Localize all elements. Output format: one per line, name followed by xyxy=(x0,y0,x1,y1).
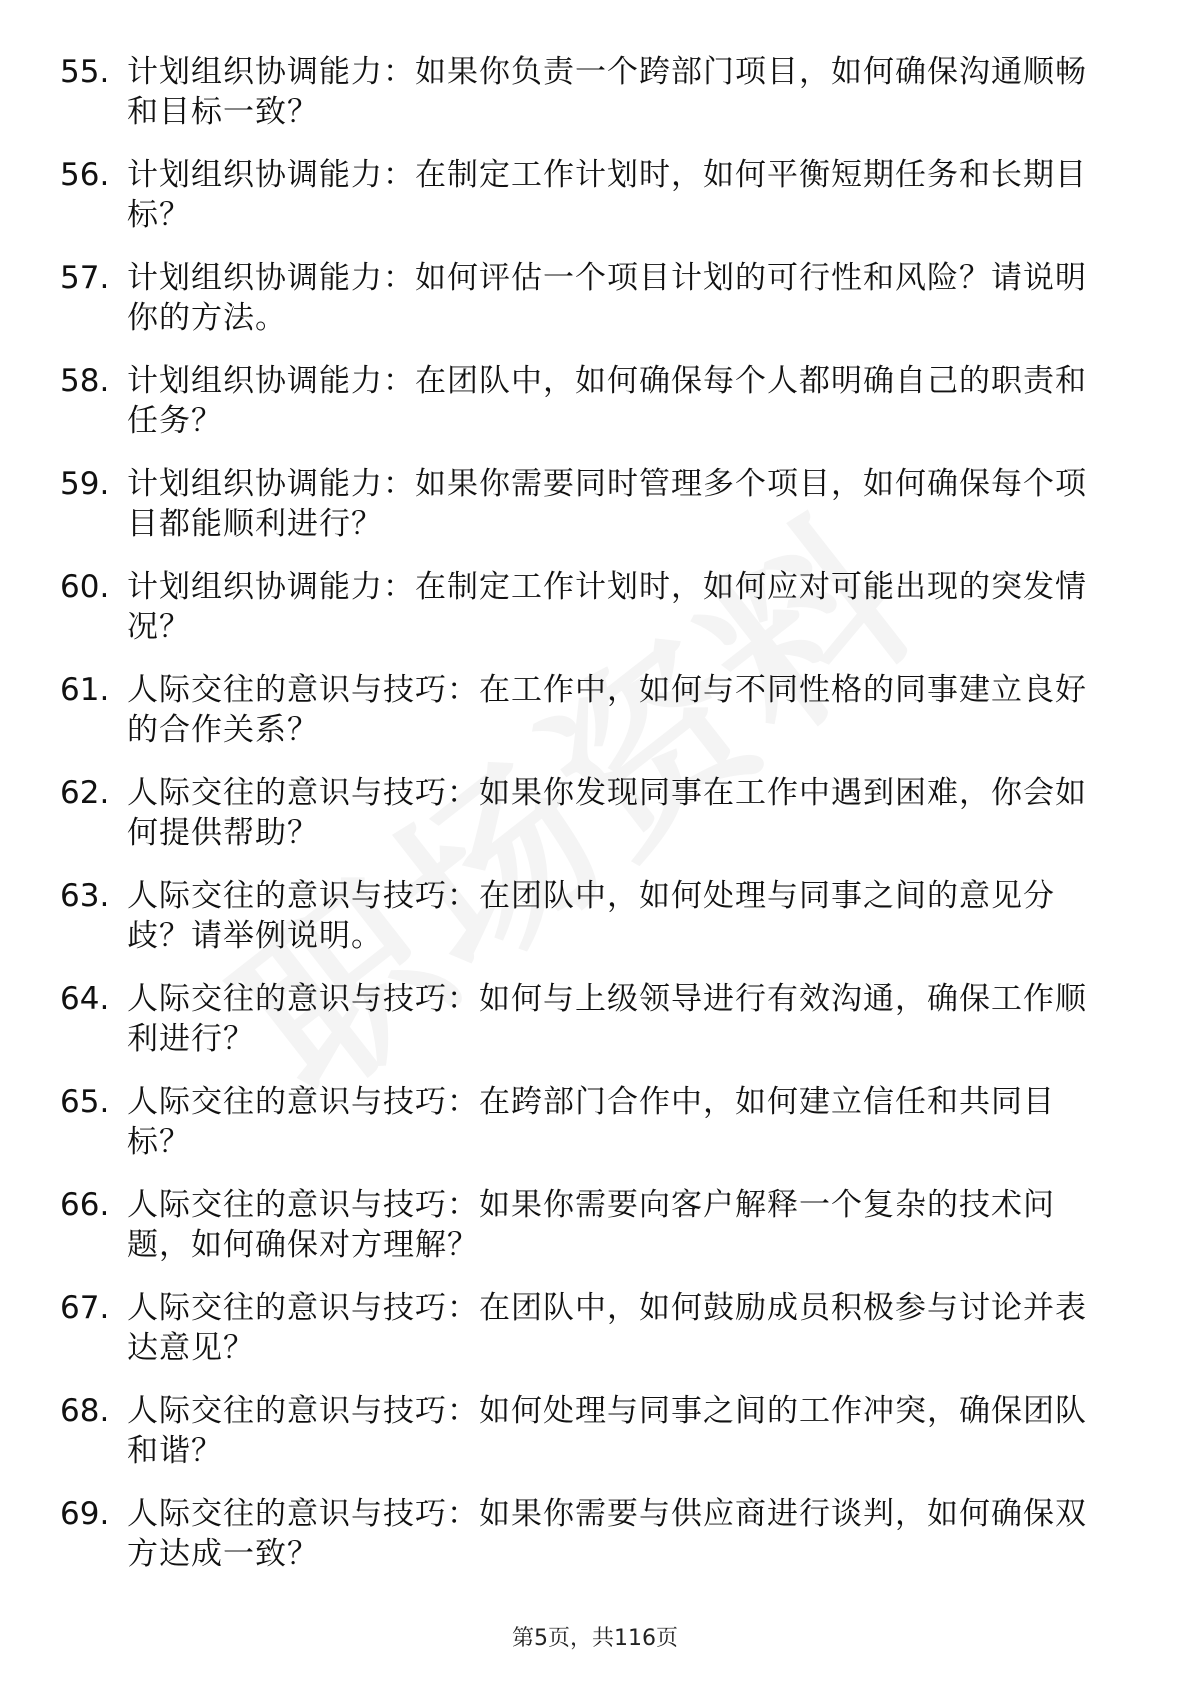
question-number: 59. xyxy=(60,466,110,502)
question-item-63 xyxy=(60,876,1115,956)
question-text: 计划组织协调能力：如果你需要同时管理多个项目，如何确保每个项目都能顺利进行？ xyxy=(127,466,1087,542)
question-number: 58. xyxy=(60,363,110,399)
question-item-55 xyxy=(60,52,1115,132)
question-item-57 xyxy=(60,258,1115,338)
question-number: 65. xyxy=(60,1084,110,1120)
question-text: 计划组织协调能力：在团队中，如何确保每个人都明确自己的职责和任务？ xyxy=(127,363,1087,439)
question-text: 计划组织协调能力：如果你负责一个跨部门项目，如何确保沟通顺畅和目标一致？ xyxy=(127,54,1087,130)
question-text: 人际交往的意识与技巧：如何处理与同事之间的工作冲突，确保团队和谐？ xyxy=(127,1393,1087,1469)
question-item-59 xyxy=(60,464,1115,544)
page-footer: 第5页，共116页 xyxy=(512,1626,678,1651)
question-number: 64. xyxy=(60,981,110,1017)
question-text: 人际交往的意识与技巧：如果你发现同事在工作中遇到困难，你会如何提供帮助？ xyxy=(127,775,1087,851)
question-number: 55. xyxy=(60,54,110,90)
question-number: 57. xyxy=(60,260,110,296)
question-text: 计划组织协调能力：在制定工作计划时，如何平衡短期任务和长期目标？ xyxy=(127,157,1087,233)
question-number: 68. xyxy=(60,1393,110,1429)
question-number: 63. xyxy=(60,878,110,914)
question-item-66 xyxy=(60,1185,1115,1265)
question-text: 计划组织协调能力：在制定工作计划时，如何应对可能出现的突发情况？ xyxy=(127,569,1087,645)
question-item-62 xyxy=(60,773,1115,853)
question-item-68 xyxy=(60,1391,1115,1471)
question-item-61 xyxy=(60,670,1115,750)
question-text: 人际交往的意识与技巧：如果你需要向客户解释一个复杂的技术问题，如何确保对方理解？ xyxy=(127,1187,1055,1263)
question-number: 62. xyxy=(60,775,110,811)
question-number: 60. xyxy=(60,569,110,605)
question-text: 人际交往的意识与技巧：在团队中，如何处理与同事之间的意见分歧？请举例说明。 xyxy=(127,878,1055,954)
question-item-64 xyxy=(60,979,1115,1059)
question-number: 61. xyxy=(60,672,110,708)
question-number: 56. xyxy=(60,157,110,193)
question-number: 67. xyxy=(60,1290,110,1326)
question-text: 人际交往的意识与技巧：在跨部门合作中，如何建立信任和共同目标？ xyxy=(127,1084,1055,1160)
question-item-56 xyxy=(60,155,1115,235)
question-text: 人际交往的意识与技巧：如何与上级领导进行有效沟通，确保工作顺利进行？ xyxy=(127,981,1087,1057)
question-number: 69. xyxy=(60,1496,110,1532)
question-text: 人际交往的意识与技巧：在工作中，如何与不同性格的同事建立良好的合作关系？ xyxy=(127,672,1087,748)
question-text: 人际交往的意识与技巧：在团队中，如何鼓励成员积极参与讨论并表达意见？ xyxy=(127,1290,1087,1366)
question-item-60 xyxy=(60,567,1115,647)
question-list xyxy=(60,52,1115,1597)
question-text: 人际交往的意识与技巧：如果你需要与供应商进行谈判，如何确保双方达成一致？ xyxy=(127,1496,1087,1572)
question-number: 66. xyxy=(60,1187,110,1223)
question-item-58 xyxy=(60,361,1115,441)
question-item-67 xyxy=(60,1288,1115,1368)
question-text: 计划组织协调能力：如何评估一个项目计划的可行性和风险？请说明你的方法。 xyxy=(127,260,1087,336)
question-item-69 xyxy=(60,1494,1115,1574)
question-item-65 xyxy=(60,1082,1115,1162)
